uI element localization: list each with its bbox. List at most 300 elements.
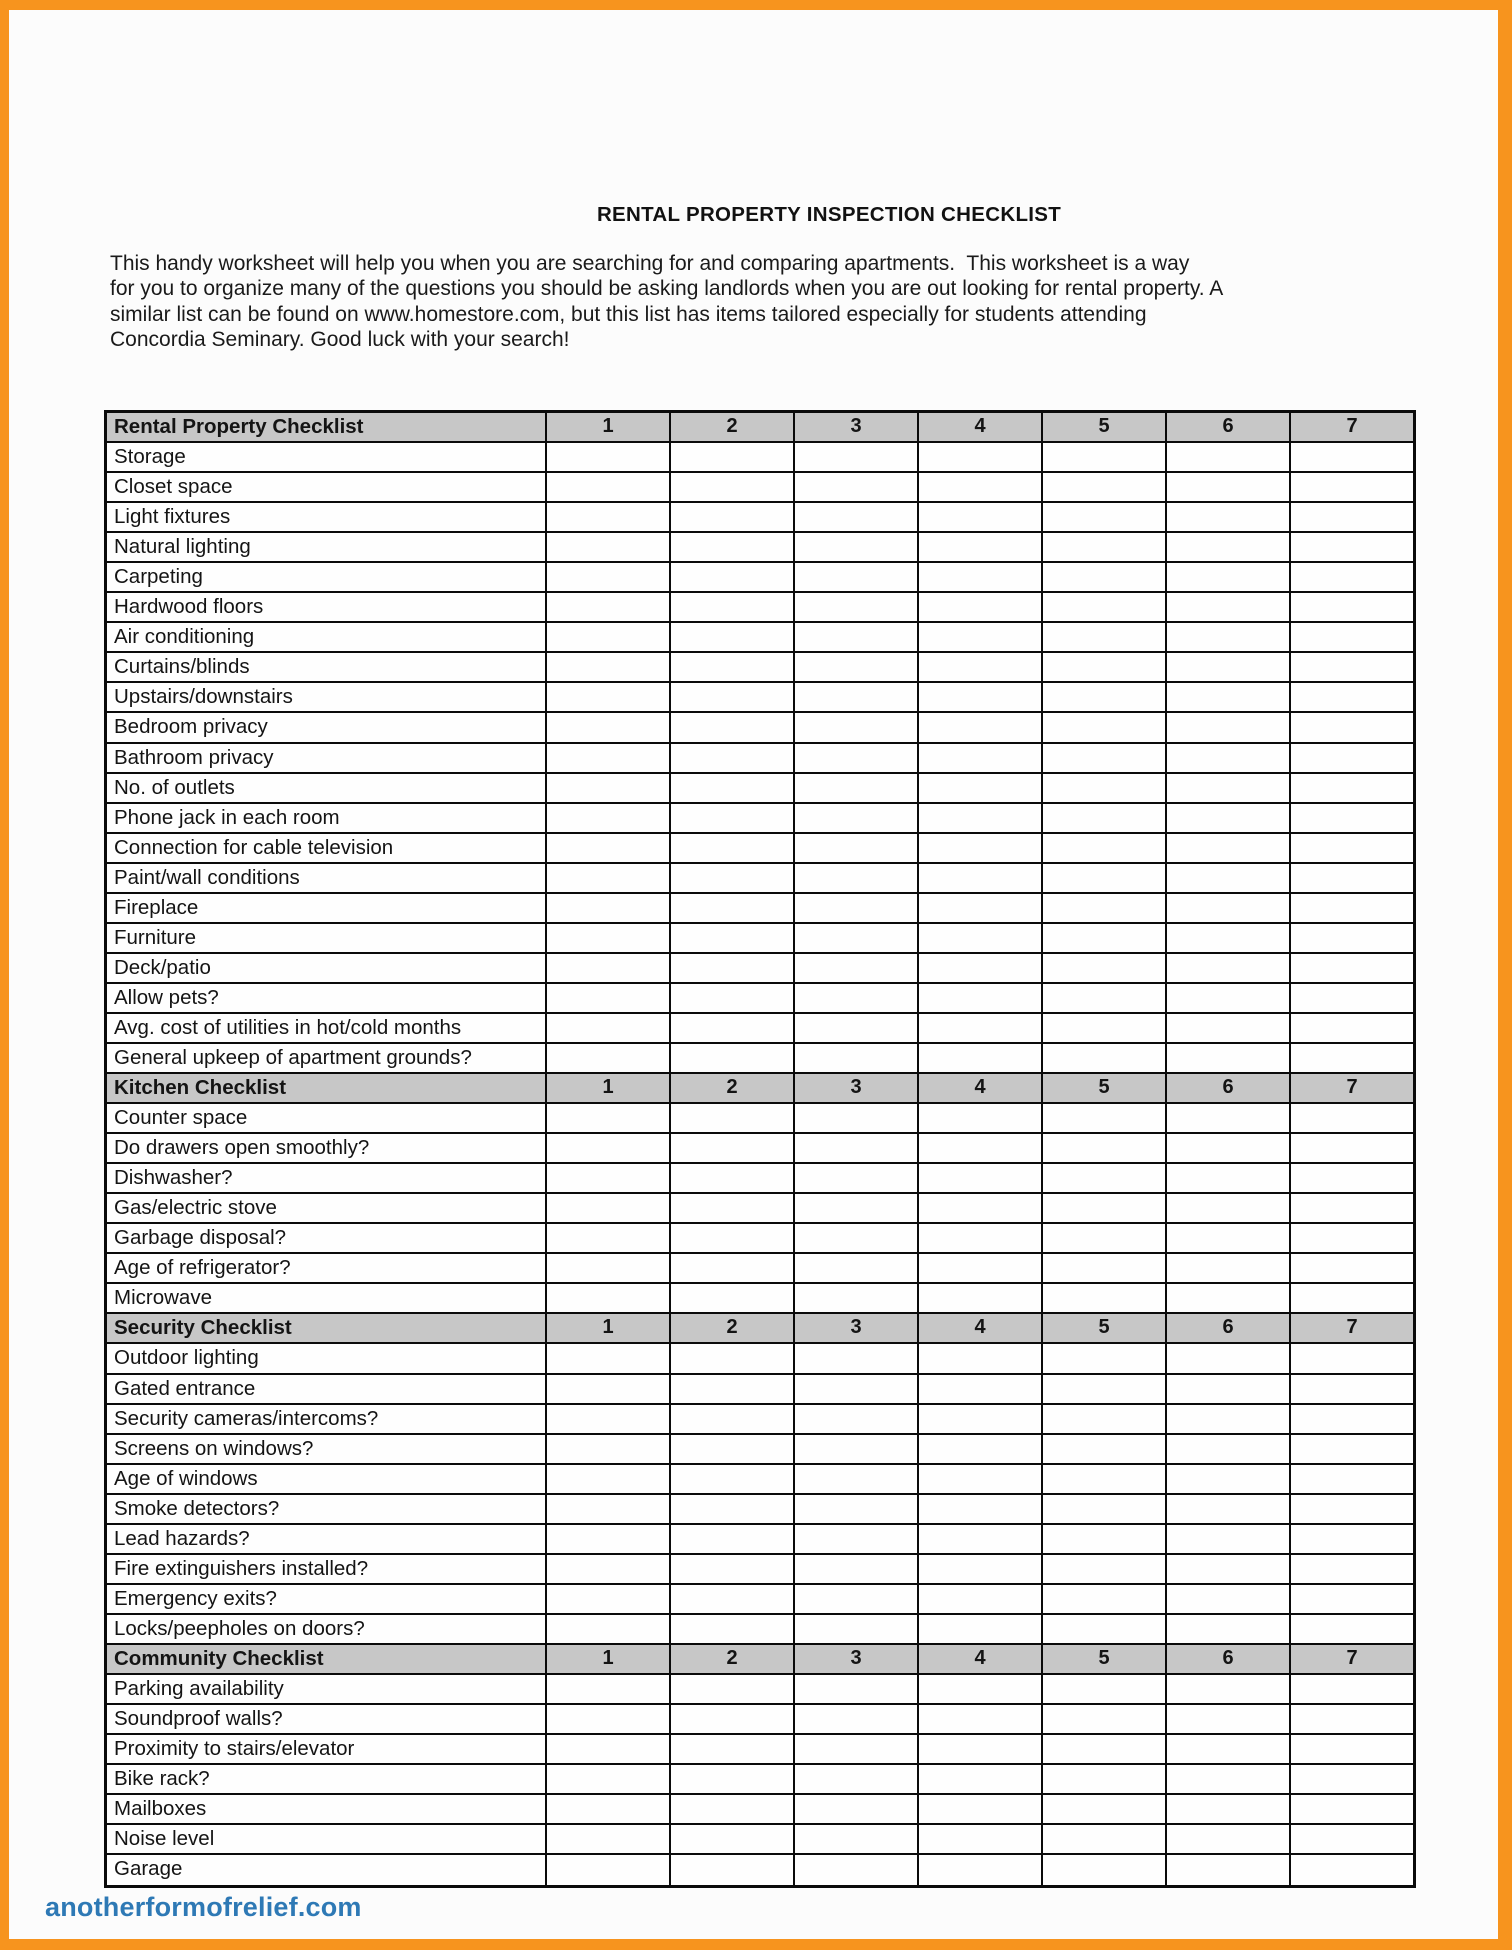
checklist-row	[107, 1284, 1413, 1314]
rating-cell-empty	[669, 713, 793, 741]
rating-cell-empty	[1289, 1284, 1413, 1312]
rating-cell-empty	[669, 473, 793, 501]
intro-line: Concordia Seminary. Good luck with your search!	[110, 328, 570, 352]
rating-cell-empty	[1289, 653, 1413, 681]
checklist-row	[107, 1825, 1413, 1855]
rating-column-header: 3	[793, 1314, 917, 1342]
rating-cell-empty	[1165, 533, 1289, 561]
item-label: Connection for cable television	[114, 835, 394, 859]
rating-column-header: 1	[545, 1074, 669, 1102]
rating-cell-empty	[669, 1585, 793, 1613]
checklist-row	[107, 593, 1413, 623]
rating-cell-empty	[1289, 894, 1413, 922]
rating-cell-empty	[1165, 894, 1289, 922]
rating-cell-empty	[1289, 1344, 1413, 1372]
rating-cell-empty	[1165, 1405, 1289, 1433]
rating-cell-empty	[917, 1525, 1041, 1553]
rating-cell-empty	[793, 593, 917, 621]
rating-cell-empty	[545, 1134, 669, 1162]
item-label: Do drawers open smoothly?	[114, 1136, 370, 1160]
rating-cell-empty	[1289, 1615, 1413, 1643]
rating-cell-empty	[793, 1855, 917, 1885]
rating-cell-empty	[917, 623, 1041, 651]
rating-cell-empty	[545, 1344, 669, 1372]
rating-cell-empty	[1289, 1495, 1413, 1523]
rating-cell-empty	[1165, 1555, 1289, 1583]
rating-cell-empty	[917, 1705, 1041, 1733]
item-label: Allow pets?	[114, 985, 219, 1009]
rating-cell-empty	[1041, 1044, 1165, 1072]
rating-cell-empty	[917, 713, 1041, 741]
rating-cell-empty	[1289, 593, 1413, 621]
rating-cell-empty	[917, 1194, 1041, 1222]
rating-cell-empty	[1289, 473, 1413, 501]
rating-cell-empty	[793, 864, 917, 892]
intro-line: for you to organize many of the questions you should be asking landlords when you are out looking for rental property. A	[110, 277, 1224, 301]
rating-cell-empty	[545, 1705, 669, 1733]
rating-cell-empty	[1289, 744, 1413, 772]
item-label: No. of outlets	[114, 775, 235, 799]
rating-cell-empty	[793, 894, 917, 922]
rating-cell-empty	[793, 1405, 917, 1433]
rating-cell-empty	[793, 713, 917, 741]
item-label: Curtains/blinds	[114, 655, 250, 679]
rating-column-header: 1	[545, 1645, 669, 1673]
rating-cell-empty	[1165, 1675, 1289, 1703]
rating-cell-empty	[545, 1615, 669, 1643]
rating-cell-empty	[669, 1344, 793, 1372]
rating-cell-empty	[793, 1675, 917, 1703]
checklist-row	[107, 1555, 1413, 1585]
rating-cell-empty	[669, 1435, 793, 1463]
rating-cell-empty	[1289, 1765, 1413, 1793]
rating-cell-empty	[793, 1014, 917, 1042]
rating-cell-empty	[1165, 984, 1289, 1012]
rating-cell-empty	[1041, 834, 1165, 862]
rating-cell-empty	[1165, 1344, 1289, 1372]
item-label: Screens on windows?	[114, 1436, 314, 1460]
rating-cell-empty	[545, 984, 669, 1012]
rating-cell-empty	[669, 1855, 793, 1885]
rating-cell-empty	[1165, 1495, 1289, 1523]
rating-cell-empty	[1289, 1194, 1413, 1222]
rating-cell-empty	[1041, 1855, 1165, 1885]
rating-cell-empty	[1165, 1855, 1289, 1885]
rating-cell-empty	[1041, 864, 1165, 892]
rating-cell-empty	[1041, 1765, 1165, 1793]
rating-cell-empty	[669, 744, 793, 772]
checklist-row	[107, 653, 1413, 683]
rating-cell-empty	[1041, 804, 1165, 832]
rating-cell-empty	[1041, 954, 1165, 982]
rating-cell-empty	[545, 473, 669, 501]
rating-cell-empty	[793, 563, 917, 591]
rating-cell-empty	[917, 1405, 1041, 1433]
rating-cell-empty	[545, 1585, 669, 1613]
rating-cell-empty	[1289, 984, 1413, 1012]
item-label: Outdoor lighting	[114, 1346, 259, 1370]
rating-cell-empty	[545, 1795, 669, 1823]
rating-cell-empty	[669, 984, 793, 1012]
rating-cell-empty	[1165, 443, 1289, 471]
rating-cell-empty	[1165, 774, 1289, 802]
rating-cell-empty	[1165, 1284, 1289, 1312]
rating-cell-empty	[1165, 864, 1289, 892]
checklist-row	[107, 774, 1413, 804]
rating-cell-empty	[1041, 1284, 1165, 1312]
checklist-row	[107, 623, 1413, 653]
rating-cell-empty	[917, 1014, 1041, 1042]
rating-cell-empty	[1165, 593, 1289, 621]
checklist-table	[104, 410, 1416, 1888]
rating-cell-empty	[917, 1555, 1041, 1583]
rating-cell-empty	[1289, 503, 1413, 531]
rating-cell-empty	[1041, 1495, 1165, 1523]
rating-cell-empty	[1041, 533, 1165, 561]
rating-cell-empty	[669, 1284, 793, 1312]
rating-cell-empty	[917, 1254, 1041, 1282]
rating-cell-empty	[1165, 744, 1289, 772]
checklist-row	[107, 1705, 1413, 1735]
rating-cell-empty	[793, 1375, 917, 1403]
rating-cell-empty	[917, 744, 1041, 772]
checklist-row	[107, 1795, 1413, 1825]
checklist-row	[107, 533, 1413, 563]
checklist-row	[107, 924, 1413, 954]
rating-cell-empty	[1041, 593, 1165, 621]
rating-cell-empty	[669, 1194, 793, 1222]
rating-cell-empty	[545, 894, 669, 922]
rating-cell-empty	[545, 1435, 669, 1463]
rating-cell-empty	[1165, 1615, 1289, 1643]
checklist-row	[107, 563, 1413, 593]
rating-cell-empty	[793, 774, 917, 802]
item-label: Mailboxes	[114, 1797, 207, 1821]
rating-cell-empty	[917, 894, 1041, 922]
rating-cell-empty	[917, 653, 1041, 681]
rating-cell-empty	[1165, 1254, 1289, 1282]
rating-cell-empty	[917, 1104, 1041, 1132]
rating-cell-empty	[1165, 683, 1289, 711]
rating-column-header: 7	[1289, 1074, 1413, 1102]
checklist-row	[107, 1675, 1413, 1705]
rating-cell-empty	[917, 834, 1041, 862]
document-title: RENTAL PROPERTY INSPECTION CHECKLIST	[596, 203, 1062, 226]
rating-cell-empty	[545, 924, 669, 952]
checklist-row	[107, 1465, 1413, 1495]
rating-cell-empty	[1041, 683, 1165, 711]
rating-cell-empty	[1289, 1735, 1413, 1763]
rating-cell-empty	[1289, 1675, 1413, 1703]
rating-cell-empty	[1165, 1735, 1289, 1763]
rating-cell-empty	[793, 984, 917, 1012]
rating-cell-empty	[669, 834, 793, 862]
rating-column-header: 4	[917, 1074, 1041, 1102]
rating-cell-empty	[669, 954, 793, 982]
rating-cell-empty	[1289, 623, 1413, 651]
rating-cell-empty	[545, 744, 669, 772]
rating-cell-empty	[793, 1735, 917, 1763]
item-label: Noise level	[114, 1827, 215, 1851]
checklist-row	[107, 1014, 1413, 1044]
rating-cell-empty	[669, 924, 793, 952]
rating-column-header: 7	[1289, 413, 1413, 441]
rating-cell-empty	[669, 1495, 793, 1523]
rating-cell-empty	[669, 1765, 793, 1793]
rating-cell-empty	[1289, 774, 1413, 802]
rating-cell-empty	[1041, 503, 1165, 531]
checklist-row	[107, 834, 1413, 864]
rating-cell-empty	[1041, 1825, 1165, 1853]
rating-cell-empty	[1041, 1435, 1165, 1463]
rating-cell-empty	[917, 1495, 1041, 1523]
rating-cell-empty	[669, 1164, 793, 1192]
rating-column-header: 2	[669, 1314, 793, 1342]
rating-cell-empty	[793, 804, 917, 832]
rating-cell-empty	[793, 1134, 917, 1162]
rating-cell-empty	[1165, 653, 1289, 681]
rating-cell-empty	[1041, 653, 1165, 681]
rating-cell-empty	[1165, 1044, 1289, 1072]
section-title: Community Checklist	[114, 1646, 324, 1670]
rating-cell-empty	[1041, 1134, 1165, 1162]
checklist-row	[107, 473, 1413, 503]
item-label: Avg. cost of utilities in hot/cold months	[114, 1015, 462, 1039]
item-label: Fireplace	[114, 895, 199, 919]
rating-cell-empty	[1165, 1194, 1289, 1222]
rating-cell-empty	[1165, 713, 1289, 741]
item-label: Microwave	[114, 1286, 212, 1310]
rating-cell-empty	[1289, 1104, 1413, 1132]
item-label: Age of refrigerator?	[114, 1256, 291, 1280]
rating-cell-empty	[545, 1194, 669, 1222]
rating-cell-empty	[917, 1134, 1041, 1162]
rating-cell-empty	[1041, 774, 1165, 802]
item-label: Hardwood floors	[114, 595, 264, 619]
item-label: Phone jack in each room	[114, 805, 340, 829]
rating-cell-empty	[793, 924, 917, 952]
rating-cell-empty	[545, 563, 669, 591]
rating-cell-empty	[793, 623, 917, 651]
rating-cell-empty	[669, 563, 793, 591]
rating-cell-empty	[1165, 834, 1289, 862]
rating-cell-empty	[793, 683, 917, 711]
item-label: Dishwasher?	[114, 1166, 233, 1190]
rating-cell-empty	[917, 1164, 1041, 1192]
rating-cell-empty	[793, 1224, 917, 1252]
rating-cell-empty	[917, 683, 1041, 711]
rating-cell-empty	[1289, 1855, 1413, 1885]
checklist-row	[107, 1224, 1413, 1254]
rating-cell-empty	[1041, 1344, 1165, 1372]
rating-cell-empty	[1289, 1044, 1413, 1072]
rating-column-header: 6	[1165, 1074, 1289, 1102]
rating-column-header: 5	[1041, 1074, 1165, 1102]
checklist-row	[107, 804, 1413, 834]
item-label: Garage	[114, 1857, 183, 1881]
item-label: Gas/electric stove	[114, 1196, 277, 1220]
rating-cell-empty	[1041, 1224, 1165, 1252]
rating-cell-empty	[1041, 1194, 1165, 1222]
rating-cell-empty	[545, 1525, 669, 1553]
rating-cell-empty	[545, 1044, 669, 1072]
rating-cell-empty	[917, 1224, 1041, 1252]
rating-cell-empty	[1165, 1014, 1289, 1042]
rating-column-header: 2	[669, 1074, 793, 1102]
item-label: Upstairs/downstairs	[114, 685, 293, 709]
rating-cell-empty	[793, 1795, 917, 1823]
rating-cell-empty	[793, 1044, 917, 1072]
rating-cell-empty	[1165, 623, 1289, 651]
rating-cell-empty	[917, 1344, 1041, 1372]
rating-column-header: 1	[545, 1314, 669, 1342]
rating-cell-empty	[917, 984, 1041, 1012]
rating-column-header: 3	[793, 1645, 917, 1673]
rating-cell-empty	[917, 593, 1041, 621]
rating-cell-empty	[1289, 954, 1413, 982]
rating-column-header: 5	[1041, 1314, 1165, 1342]
rating-cell-empty	[669, 1735, 793, 1763]
rating-column-header: 4	[917, 1314, 1041, 1342]
intro-line: This handy worksheet will help you when you are searching for and comparing apartments. This worksheet is a way	[110, 252, 1190, 275]
intro-line: similar list can be found on www.homestore.com, but this list has items tailored especially for students attending	[110, 302, 1147, 326]
rating-cell-empty	[917, 1435, 1041, 1463]
site-footer-link[interactable]: anotherformofrelief.com	[45, 1892, 362, 1922]
rating-cell-empty	[669, 1465, 793, 1493]
rating-cell-empty	[1165, 1134, 1289, 1162]
rating-cell-empty	[669, 1104, 793, 1132]
rating-column-header: 6	[1165, 1314, 1289, 1342]
checklist-row	[107, 1044, 1413, 1074]
rating-cell-empty	[917, 924, 1041, 952]
rating-cell-empty	[917, 503, 1041, 531]
item-label: Carpeting	[114, 565, 203, 589]
checklist-row	[107, 1254, 1413, 1284]
rating-cell-empty	[669, 1375, 793, 1403]
item-label: Lead hazards?	[114, 1526, 250, 1550]
rating-cell-empty	[545, 1014, 669, 1042]
rating-cell-empty	[669, 1254, 793, 1282]
rating-column-header: 4	[917, 1645, 1041, 1673]
rating-cell-empty	[545, 1825, 669, 1853]
rating-cell-empty	[545, 834, 669, 862]
rating-cell-empty	[669, 1044, 793, 1072]
rating-cell-empty	[1165, 503, 1289, 531]
rating-cell-empty	[1289, 924, 1413, 952]
rating-cell-empty	[1165, 1164, 1289, 1192]
item-label: Gated entrance	[114, 1376, 256, 1400]
rating-cell-empty	[1041, 1465, 1165, 1493]
rating-cell-empty	[793, 1465, 917, 1493]
checklist-row	[107, 1435, 1413, 1465]
rating-cell-empty	[669, 503, 793, 531]
checklist-row	[107, 1615, 1413, 1645]
section-header-row	[107, 1314, 1413, 1344]
rating-cell-empty	[1041, 1164, 1165, 1192]
rating-cell-empty	[1165, 1525, 1289, 1553]
rating-cell-empty	[545, 1164, 669, 1192]
rating-cell-empty	[545, 593, 669, 621]
rating-cell-empty	[1041, 894, 1165, 922]
item-label: Proximity to stairs/elevator	[114, 1737, 355, 1761]
rating-cell-empty	[545, 1284, 669, 1312]
rating-cell-empty	[917, 1855, 1041, 1885]
rating-cell-empty	[669, 1705, 793, 1733]
checklist-row	[107, 1134, 1413, 1164]
rating-cell-empty	[1041, 623, 1165, 651]
rating-cell-empty	[1289, 1705, 1413, 1733]
rating-cell-empty	[1041, 1735, 1165, 1763]
item-label: Smoke detectors?	[114, 1496, 280, 1520]
rating-cell-empty	[793, 1615, 917, 1643]
rating-cell-empty	[545, 623, 669, 651]
rating-cell-empty	[669, 804, 793, 832]
rating-cell-empty	[1289, 1555, 1413, 1583]
rating-cell-empty	[1041, 1104, 1165, 1132]
rating-cell-empty	[917, 1044, 1041, 1072]
rating-cell-empty	[1041, 1585, 1165, 1613]
rating-cell-empty	[1289, 1375, 1413, 1403]
checklist-row	[107, 864, 1413, 894]
rating-cell-empty	[545, 864, 669, 892]
rating-column-header: 7	[1289, 1314, 1413, 1342]
rating-cell-empty	[545, 1555, 669, 1583]
rating-cell-empty	[1041, 924, 1165, 952]
rating-cell-empty	[545, 804, 669, 832]
rating-cell-empty	[545, 774, 669, 802]
checklist-row	[107, 1375, 1413, 1405]
rating-cell-empty	[917, 1465, 1041, 1493]
rating-column-header: 2	[669, 1645, 793, 1673]
rating-cell-empty	[793, 533, 917, 561]
rating-cell-empty	[1289, 1405, 1413, 1433]
rating-cell-empty	[793, 653, 917, 681]
rating-cell-empty	[1041, 1405, 1165, 1433]
rating-cell-empty	[1165, 954, 1289, 982]
checklist-row	[107, 1405, 1413, 1435]
rating-column-header: 1	[545, 413, 669, 441]
rating-cell-empty	[545, 503, 669, 531]
rating-cell-empty	[1289, 533, 1413, 561]
rating-cell-empty	[669, 1525, 793, 1553]
rating-cell-empty	[793, 1344, 917, 1372]
checklist-row	[107, 1164, 1413, 1194]
checklist-row	[107, 744, 1413, 774]
rating-cell-empty	[1041, 713, 1165, 741]
checklist-row	[107, 894, 1413, 924]
rating-cell-empty	[1165, 1765, 1289, 1793]
rating-cell-empty	[917, 1284, 1041, 1312]
rating-cell-empty	[1289, 1134, 1413, 1162]
rating-cell-empty	[793, 1284, 917, 1312]
rating-cell-empty	[917, 443, 1041, 471]
item-label: Bathroom privacy	[114, 745, 274, 769]
item-label: Natural lighting	[114, 535, 251, 559]
checklist-row	[107, 503, 1413, 533]
rating-cell-empty	[1165, 1825, 1289, 1853]
rating-column-header: 6	[1165, 1645, 1289, 1673]
rating-cell-empty	[669, 1405, 793, 1433]
rating-cell-empty	[669, 1014, 793, 1042]
rating-cell-empty	[793, 1555, 917, 1583]
checklist-row	[107, 713, 1413, 743]
rating-cell-empty	[545, 1375, 669, 1403]
rating-cell-empty	[545, 1855, 669, 1885]
rating-cell-empty	[545, 533, 669, 561]
rating-cell-empty	[669, 1555, 793, 1583]
rating-cell-empty	[1041, 1014, 1165, 1042]
checklist-row	[107, 1344, 1413, 1374]
